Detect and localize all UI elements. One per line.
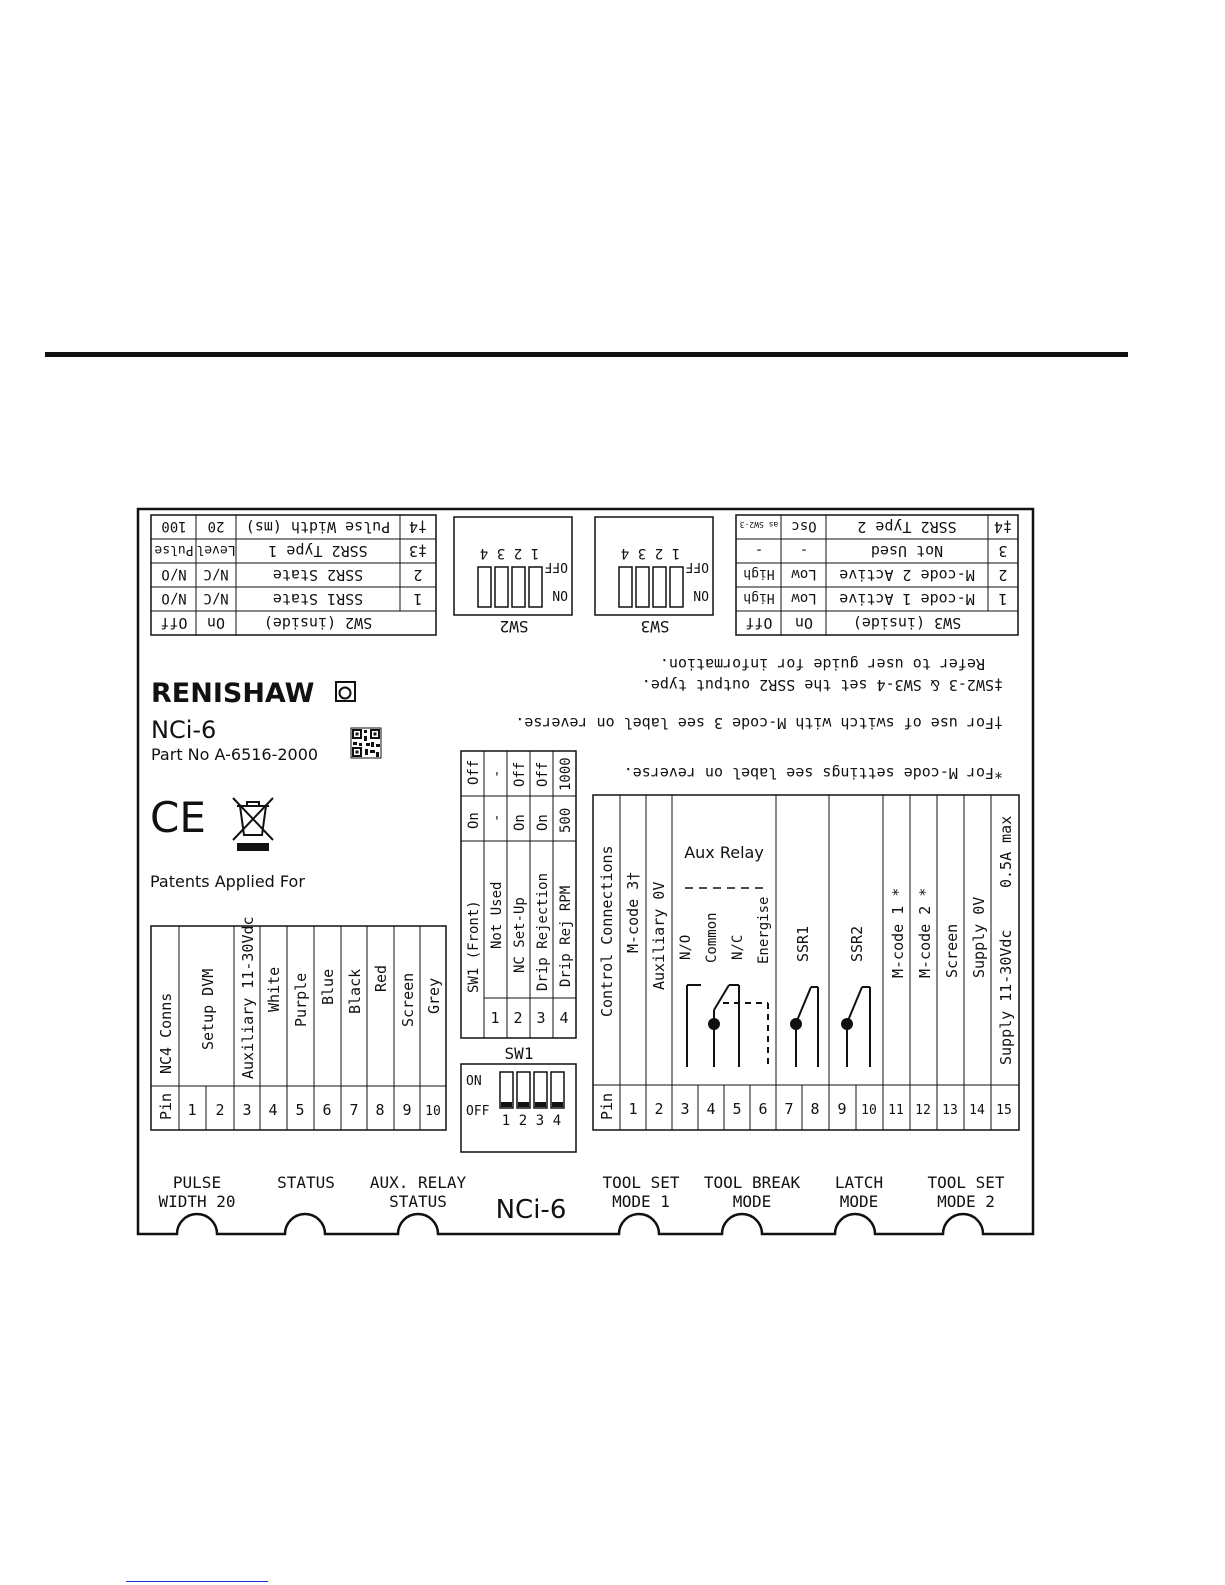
sw2-row-1 xyxy=(161,590,422,608)
nc-label: N/C xyxy=(730,934,746,960)
nc4-pin: 4 xyxy=(268,1101,278,1119)
sw2-on: On xyxy=(206,614,226,632)
sw2-off: Off xyxy=(160,614,188,632)
sw3-row-1 xyxy=(743,590,1007,608)
led-label-line: LATCH xyxy=(834,1173,884,1192)
qr-code-icon xyxy=(351,728,381,758)
sw2-table xyxy=(151,515,436,635)
sw1-num: 2 xyxy=(513,1009,523,1027)
dip-num: 3 xyxy=(496,545,506,561)
cell: Low xyxy=(791,566,817,582)
control-pin-label: Pin xyxy=(598,1092,616,1120)
nc4-pin: 1 xyxy=(187,1101,197,1119)
sw3-dip-on: ON xyxy=(693,587,709,602)
dip-num: 2 xyxy=(518,1113,528,1129)
ssr1-label: SSR1 xyxy=(794,925,812,962)
sw1-dip-title: SW1 xyxy=(504,1044,534,1063)
cell: 100 xyxy=(161,518,187,534)
sw1-row-2 xyxy=(512,762,528,1027)
sw3-row-3 xyxy=(755,542,1008,560)
cell: 1 xyxy=(413,590,423,608)
no-label: N/O xyxy=(678,934,694,960)
sw3-head: SW3 (inside) xyxy=(852,614,962,632)
led-label-line: MODE 1 xyxy=(612,1192,670,1211)
nc4-pin: 8 xyxy=(375,1101,385,1119)
sw3-dip-title: SW3 xyxy=(640,617,670,636)
ctrl-pin: 5 xyxy=(732,1100,742,1118)
led-label-line: MODE xyxy=(839,1192,879,1211)
bottom-model-name: NCi-6 xyxy=(495,1195,567,1225)
ctrl-pin: 14 xyxy=(969,1103,985,1118)
nc4-col-label: Blue xyxy=(319,968,337,1005)
dip-toggle-1[interactable] xyxy=(500,1072,513,1108)
ctrl-pin: 13 xyxy=(942,1103,958,1118)
cell: N/C xyxy=(203,566,229,582)
sw1-on-header: On xyxy=(466,812,482,829)
sw1-label: Drip Rej RPM xyxy=(558,885,574,987)
sw2-row-2 xyxy=(161,566,422,584)
cell: N/O xyxy=(161,566,187,582)
sw3-row-4 xyxy=(740,518,1012,536)
ctrl-pin: 2 xyxy=(654,1100,664,1118)
nc4-pin: 7 xyxy=(349,1101,359,1119)
nc4-col-label: Black xyxy=(346,968,364,1014)
sw1-dip-switch xyxy=(461,1044,576,1152)
cell: - xyxy=(754,542,764,558)
cell: - xyxy=(799,542,809,558)
aux0v-label: Auxiliary 0V xyxy=(650,881,668,990)
sw1-off: Off xyxy=(512,761,528,787)
nc4-col-label: Grey xyxy=(425,977,443,1014)
sw1-num: 1 xyxy=(490,1009,500,1027)
patents-text: Patents Applied For xyxy=(150,872,305,891)
nc4-pin-label: Pin xyxy=(157,1092,175,1120)
ssr2-label: SSR2 xyxy=(848,925,866,962)
nc4-header: NC4 Conns xyxy=(157,992,175,1074)
sw1-label: Not Used xyxy=(489,881,505,949)
mcode3-label: M-code 3† xyxy=(624,871,642,953)
sw1-off-header: Off xyxy=(466,759,482,785)
sw1-on: 500 xyxy=(558,807,574,833)
nc4-pin: 10 xyxy=(425,1104,441,1119)
ctrl-pin: 12 xyxy=(915,1103,931,1118)
sw3-dip-off: OFF xyxy=(685,559,709,574)
led-label-line: STATUS xyxy=(389,1192,447,1211)
renishaw-mark-icon xyxy=(336,682,355,701)
dip-num: 2 xyxy=(513,545,523,561)
brand-area xyxy=(150,678,381,891)
dip-num: 3 xyxy=(637,545,647,561)
led-aux-relay-status xyxy=(370,1173,467,1211)
sw1-label: Drip Rejection xyxy=(535,872,551,991)
cell: 1 xyxy=(998,590,1008,608)
note-refer: Refer to user guide for information. xyxy=(659,655,985,673)
control-header: Control Connections xyxy=(598,845,616,1017)
supply-label: Supply 11-30Vdc xyxy=(997,929,1015,1065)
nc4-conns-table xyxy=(151,916,446,1130)
dip-num: 1 xyxy=(501,1113,511,1129)
led-label-line: AUX. RELAY xyxy=(369,1173,467,1192)
dip-num: 1 xyxy=(530,545,540,561)
dip-num: 2 xyxy=(654,545,664,561)
nc4-col-label: Setup DVM xyxy=(199,968,217,1050)
ctrl-pin: 1 xyxy=(628,1100,638,1118)
upside-down-section xyxy=(151,515,1018,782)
cell: Level xyxy=(196,542,236,557)
led-tool-break-mode xyxy=(704,1173,801,1211)
cell: Pulse xyxy=(154,542,194,557)
cell: SSR2 State xyxy=(272,566,364,584)
dip-num: 4 xyxy=(620,545,630,561)
control-connections-table xyxy=(593,795,1019,1130)
ctrl-pin: 15 xyxy=(996,1103,1012,1118)
cell: Pulse Width (ms) xyxy=(245,518,391,536)
cell: 20 xyxy=(207,518,225,534)
aux-relay-symbol xyxy=(687,985,768,1067)
nc4-col-label: Red xyxy=(372,964,390,992)
sw1-off: - xyxy=(489,769,505,778)
sw1-front-table xyxy=(461,751,576,1038)
sw1-off: Off xyxy=(535,761,551,787)
led-label-line: TOOL SET xyxy=(602,1173,680,1192)
cell: N/C xyxy=(203,590,229,606)
led-label-line: TOOL SET xyxy=(927,1173,1005,1192)
sw3-off: Off xyxy=(745,614,773,632)
sw1-row-4 xyxy=(558,757,574,1027)
sw1-off: 1000 xyxy=(558,757,574,791)
ctrl-pin: 8 xyxy=(810,1100,820,1118)
note-ssr2-type: ‡SW2-3 & SW3-4 set the SSR2 output type. xyxy=(641,676,1003,694)
sw2-row-3 xyxy=(154,542,427,560)
dip-num: 4 xyxy=(552,1113,562,1129)
ctrl-pin: 7 xyxy=(784,1100,794,1118)
mcode2-label: M-code 2 * xyxy=(916,887,934,978)
nc4-pin: 9 xyxy=(402,1101,412,1119)
cell: M-code 2 Active xyxy=(839,566,975,584)
sw1-on: - xyxy=(489,813,505,822)
led-label-line: MODE 2 xyxy=(937,1192,995,1211)
sw1-label: NC Set-Up xyxy=(512,897,528,973)
sw2-row-4 xyxy=(161,518,427,536)
led-label-line: STATUS xyxy=(277,1173,335,1192)
led-label-line: MODE xyxy=(732,1192,772,1211)
weee-bin-icon xyxy=(233,798,273,850)
ctrl-pin: 11 xyxy=(888,1103,904,1118)
led-label-line: TOOL BREAK xyxy=(703,1173,801,1192)
cell: 2 xyxy=(998,566,1008,584)
nc4-col-label: Auxiliary 11-30Vdc xyxy=(239,916,257,1079)
ssr1-symbol xyxy=(791,987,818,1067)
dip-toggle-2[interactable] xyxy=(517,1072,530,1108)
sw1-on: On xyxy=(512,814,528,831)
sw3-dip-switch xyxy=(595,517,713,636)
nc4-col-label: White xyxy=(265,966,283,1012)
sw1-dip-off: OFF xyxy=(466,1104,490,1119)
nc4-col-label: Screen xyxy=(399,972,417,1027)
aux-relay-title: Aux Relay xyxy=(684,843,764,862)
led-status xyxy=(277,1173,335,1192)
cell: ‡4 xyxy=(993,518,1013,536)
led-latch-mode xyxy=(835,1173,883,1211)
led-label-line: WIDTH 20 xyxy=(158,1192,236,1211)
ctrl-pin: 9 xyxy=(837,1100,847,1118)
dip-num: 1 xyxy=(671,545,681,561)
cell: SSR1 State xyxy=(272,590,364,608)
led-label-line: PULSE xyxy=(172,1173,222,1192)
sw3-on: On xyxy=(794,614,814,632)
part-number: Part No A-6516-2000 xyxy=(151,745,319,764)
dip-num: 4 xyxy=(479,545,489,561)
model-name: NCi-6 xyxy=(151,716,217,744)
sw1-num: 4 xyxy=(559,1009,569,1027)
cell: 2 xyxy=(413,566,423,584)
ctrl-pin: 3 xyxy=(680,1100,690,1118)
sw2-head: SW2 (inside) xyxy=(263,614,373,632)
sw2-dip-on: ON xyxy=(552,587,568,602)
sw3-row-2 xyxy=(743,566,1007,584)
cell: High xyxy=(743,566,775,581)
ctrl-pin: 4 xyxy=(706,1100,716,1118)
nc4-col-label: Purple xyxy=(292,972,310,1027)
dip-toggle-4[interactable] xyxy=(551,1072,564,1108)
nc4-pin: 3 xyxy=(242,1101,252,1119)
cell: †4 xyxy=(408,518,428,536)
note-mcode3: †For use of switch with M-code 3 see label on reverse. xyxy=(515,714,1003,732)
energise-label: Energise xyxy=(756,896,772,964)
mcode1-label: M-code 1 * xyxy=(889,887,907,978)
dip-num: 3 xyxy=(535,1113,545,1129)
upside-down-notes xyxy=(515,655,1003,782)
dip-toggle-3[interactable] xyxy=(534,1072,547,1108)
cell: as SW2-3 xyxy=(739,520,779,529)
sw1-header: SW1 (Front) xyxy=(466,900,482,993)
sw1-row-1 xyxy=(489,770,505,1027)
sw2-dip-off: OFF xyxy=(544,559,568,574)
cell: Not Used xyxy=(870,542,944,560)
nc4-pin: 2 xyxy=(215,1101,225,1119)
cell: 3 xyxy=(998,542,1008,560)
cell: SSR2 Type 2 xyxy=(857,518,957,536)
sw3-table xyxy=(736,515,1018,635)
sw1-dip-on: ON xyxy=(466,1074,482,1089)
sw1-row-3 xyxy=(535,762,551,1027)
ce-mark-text: CE xyxy=(150,793,206,842)
led-tool-set-mode-1 xyxy=(602,1173,679,1211)
cell: SSR2 Type 1 xyxy=(268,542,368,560)
led-labels xyxy=(158,1173,1004,1225)
common-label: Common xyxy=(704,912,720,963)
cell: Osc xyxy=(791,518,817,534)
led-tool-set-mode-2 xyxy=(927,1173,1004,1211)
cell: Low xyxy=(791,590,817,606)
sw1-num: 3 xyxy=(536,1009,546,1027)
ctrl-pin: 10 xyxy=(861,1103,877,1118)
renishaw-logo: RENISHAW xyxy=(151,678,315,709)
supply0v-label: Supply 0V xyxy=(970,896,988,978)
cell: High xyxy=(743,590,775,605)
sw2-dip-title: SW2 xyxy=(499,617,529,636)
screen-label: Screen xyxy=(943,923,961,978)
note-mcode-settings: *For M-code settings see label on reverse. xyxy=(623,764,1003,782)
cell: ‡3 xyxy=(408,542,428,560)
ce-mark-icon xyxy=(150,793,206,842)
sw1-on: On xyxy=(535,814,551,831)
cell: M-code 1 Active xyxy=(839,590,975,608)
nc4-pin: 5 xyxy=(295,1101,305,1119)
ctrl-pin: 6 xyxy=(758,1100,768,1118)
cell: N/O xyxy=(161,590,187,606)
nc4-pin: 6 xyxy=(322,1101,332,1119)
supply-max-label: 0.5A max xyxy=(997,815,1015,888)
ssr2-symbol xyxy=(842,987,870,1067)
sw2-dip-switch xyxy=(454,517,572,636)
led-pulse-width-20 xyxy=(158,1173,235,1211)
